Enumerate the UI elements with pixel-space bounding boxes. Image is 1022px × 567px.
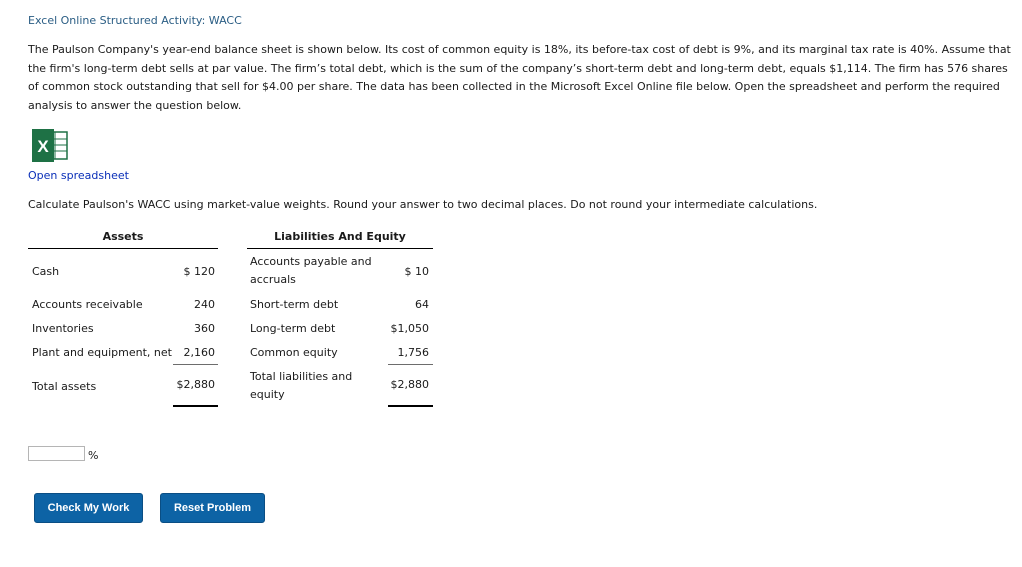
liability-value-payables: $ 10: [404, 265, 429, 278]
activity-title: Excel Online Structured Activity: WACC: [28, 14, 242, 27]
liability-value-long-term-debt: $1,050: [390, 322, 429, 335]
liability-label-long-term-debt: Long-term debt: [250, 322, 336, 335]
liability-label-payables: Accounts payable and accruals: [250, 255, 372, 286]
open-spreadsheet-link[interactable]: Open spreadsheet: [28, 169, 129, 182]
percent-unit: %: [88, 449, 99, 462]
liabilities-header: Liabilities And Equity: [274, 230, 406, 243]
total-assets-value: $2,880: [176, 378, 215, 391]
liability-value-short-term-debt: 64: [415, 298, 429, 311]
asset-label-inventories: Inventories: [32, 322, 94, 335]
total-liabilities-label: Total liabilities and equity: [250, 370, 353, 401]
question-text: Calculate Paulson's WACC using market-value weights. Round your answer to two decimal places. Do not round your intermediate calculations.: [28, 198, 818, 211]
asset-label-cash: Cash: [32, 265, 60, 278]
asset-value-cash: $ 120: [183, 265, 215, 278]
liability-label-short-term-debt: Short-term debt: [250, 298, 339, 311]
reset-problem-button[interactable]: Reset Problem: [160, 493, 265, 523]
asset-label-receivables: Accounts receivable: [32, 298, 143, 311]
total-liabilities-value: $2,880: [390, 378, 429, 391]
asset-value-receivables: 240: [194, 298, 215, 311]
asset-value-plant: 2,160: [183, 346, 215, 359]
check-my-work-button[interactable]: Check My Work: [34, 493, 143, 523]
liabilities-header-rule: [247, 248, 433, 249]
liability-label-common-equity: Common equity: [250, 346, 338, 359]
liability-value-common-equity: 1,756: [397, 346, 429, 359]
assets-total-rule: [173, 405, 218, 407]
wacc-answer-input[interactable]: [28, 446, 85, 461]
problem-intro: The Paulson Company's year-end balance sheet is shown below. Its cost of common equity is 18%, its before-tax cost of debt is 9%, and its marginal tax rate is 40%. Assume that the firm's long-term debt sells at par value. The firm’s total debt, which is the sum of the company’s short-term debt and long-term debt, equals $1,114. The firm has 576 shares of common stock outstanding that sell for $4.00 per share. The data has been collected in the Microsoft Excel Online file below. Open the spreadsheet and perform the required analysis to answer the question below.: [28, 43, 1011, 112]
assets-subtotal-rule: [173, 364, 218, 365]
assets-header-rule: [28, 248, 218, 249]
asset-label-plant: Plant and equipment, net: [32, 346, 172, 359]
svg-text:X: X: [37, 137, 49, 156]
asset-value-inventories: 360: [194, 322, 215, 335]
liabilities-total-rule: [388, 405, 433, 407]
liabilities-subtotal-rule: [388, 364, 433, 365]
assets-header: Assets: [102, 230, 144, 243]
total-assets-label: Total assets: [32, 380, 97, 393]
excel-icon[interactable]: [31, 129, 69, 162]
